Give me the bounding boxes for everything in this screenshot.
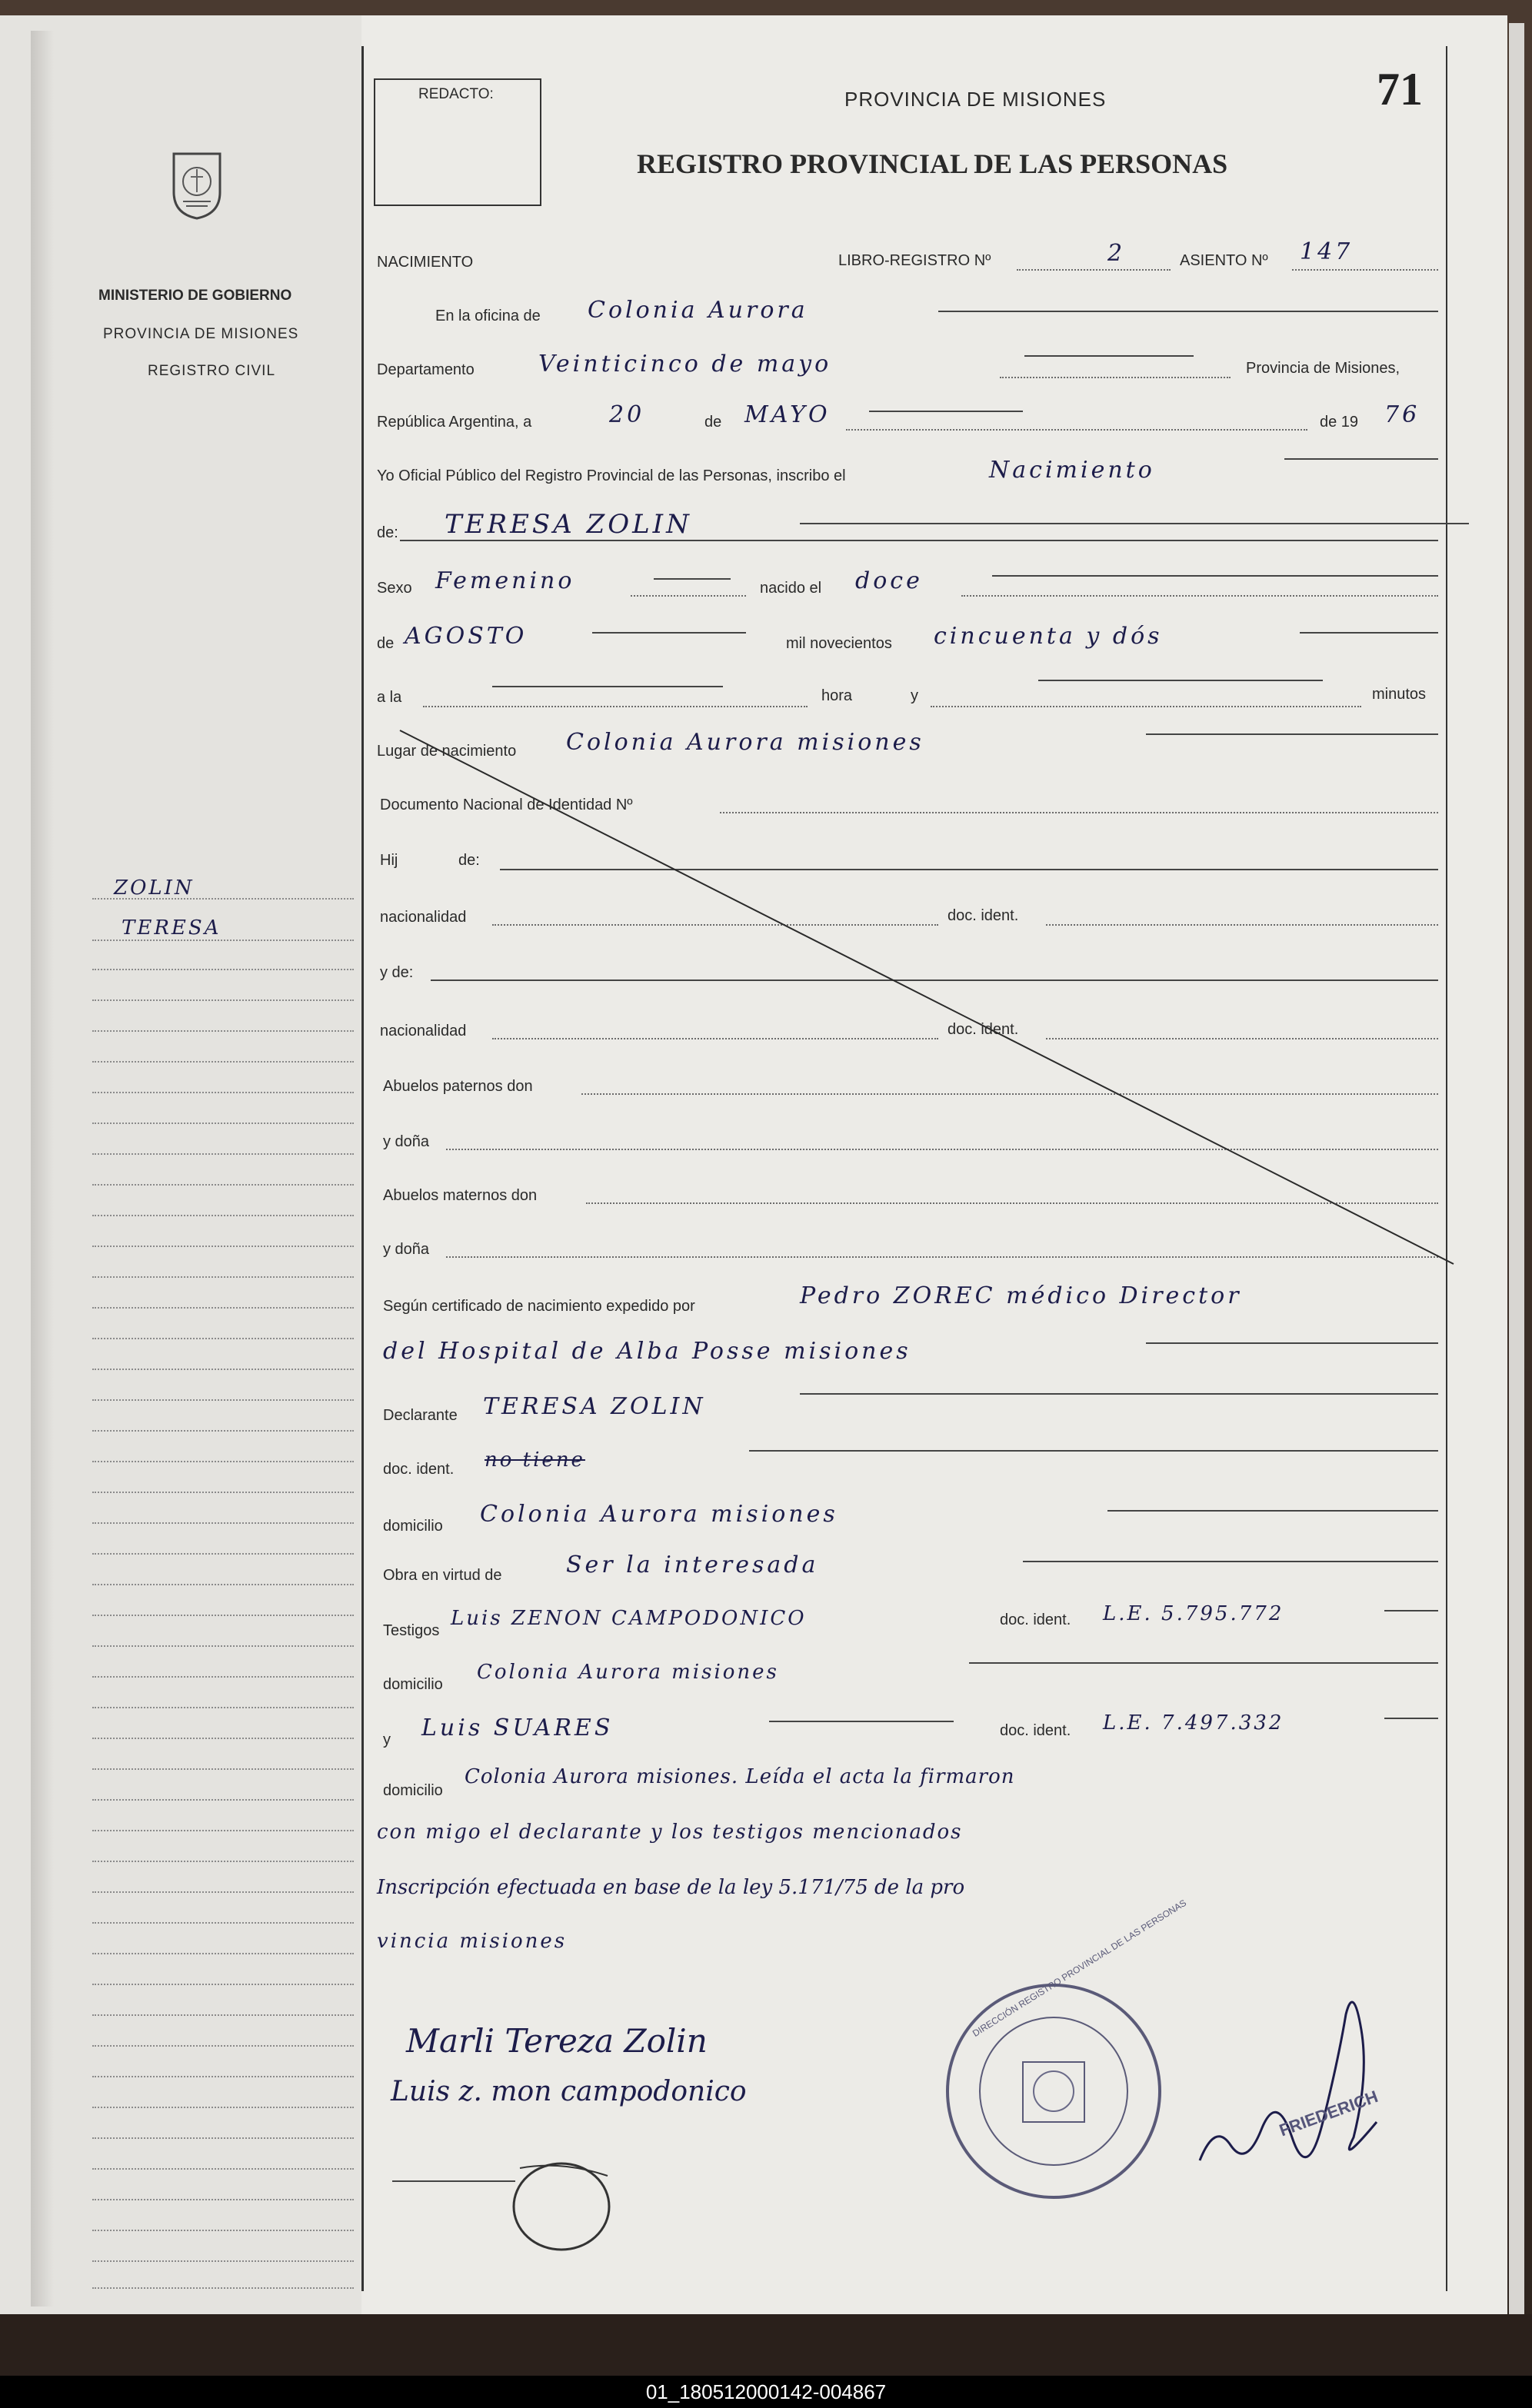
notes-line-3: Inscripción efectuada en base de la ley 5.171/75 de la pro <box>377 1876 965 1899</box>
testigo1-doc-label: doc. ident. <box>1000 1611 1071 1628</box>
mil-label: mil novecientos <box>786 635 892 652</box>
notes-line-2: con migo el declarante y los testigos mencionados <box>377 1821 963 1844</box>
page-edge <box>1509 23 1524 2314</box>
declarante-label: Declarante <box>383 1407 458 1424</box>
doc-declarante-label: doc. ident. <box>383 1461 455 1478</box>
testigo1-dom-value: Colonia Aurora misiones <box>477 1661 779 1684</box>
header-province: PROVINCIA DE MISIONES <box>844 88 1107 111</box>
record-type-label: NACIMIENTO <box>377 254 474 271</box>
de-mes-label: de <box>377 635 395 652</box>
left-province-label: PROVINCIA DE MISIONES <box>103 326 299 342</box>
nacido-value: doce <box>855 567 923 594</box>
nacionalidad-label-2: nacionalidad <box>380 1023 467 1039</box>
y2-label: y <box>383 1731 391 1748</box>
lugar-label: Lugar de nacimiento <box>377 743 517 760</box>
declarant-signature: Marli Tereza Zolin <box>406 2022 708 2060</box>
minutos-label: minutos <box>1372 686 1427 703</box>
dni-label: Documento Nacional de Identidad Nº <box>380 797 633 813</box>
official-signature-scribble <box>1184 1968 1415 2199</box>
departamento-label: Departamento <box>377 361 475 378</box>
a-la-label: a la <box>377 689 402 706</box>
de-label: de <box>704 414 722 431</box>
sexo-value: Femenino <box>435 567 575 594</box>
image-caption: 01_180512000142-004867 <box>0 2376 1532 2408</box>
year-value: 76 <box>1384 401 1420 428</box>
nacido-label: nacido el <box>760 580 822 597</box>
provincial-seal-icon <box>168 146 226 220</box>
official-stamp-icon <box>938 1976 1169 2207</box>
oficial-text: Yo Oficial Público del Registro Provincial de las Personas, inscribo el <box>377 467 846 484</box>
scan-bottom-strip <box>0 2314 1532 2376</box>
mes-nac-value: AGOSTO <box>405 623 528 650</box>
testigo2-dom-label: domicilio <box>383 1782 443 1799</box>
left-page <box>0 15 361 2314</box>
year-prefix: de 19 <box>1320 414 1359 431</box>
notes-line-1: Colonia Aurora misiones. Leída el acta la firmaron <box>465 1765 1015 1788</box>
libro-label: LIBRO-REGISTRO Nº <box>838 252 991 269</box>
domicilio-value: Colonia Aurora misiones <box>480 1501 838 1528</box>
margin-given-name: TERESA <box>122 916 221 940</box>
hora-label: hora <box>821 687 853 704</box>
certificado-value-2: del Hospital de Alba Posse misiones <box>383 1338 911 1365</box>
testigo1-doc-value: L.E. 5.795.772 <box>1103 1602 1284 1625</box>
domicilio-label: domicilio <box>383 1518 443 1535</box>
witness-signature: Luis z. mon campodonico <box>391 2076 747 2107</box>
nombre-value: TERESA ZOLIN <box>445 509 692 540</box>
obra-label: Obra en virtud de <box>383 1567 502 1584</box>
official-stamp-text: DIRECCIÓN REGISTRO PROVINCIAL DE LAS PERSONAS <box>971 1897 1189 2039</box>
dia-value: 20 <box>609 401 645 428</box>
certificado-label: Según certificado de nacimiento expedido por <box>383 1298 695 1315</box>
testigos-label: Testigos <box>383 1622 440 1639</box>
obra-value: Ser la interesada <box>566 1552 819 1578</box>
oficina-label: En la oficina de <box>435 308 541 324</box>
document-title: REGISTRO PROVINCIAL DE LAS PERSONAS <box>637 148 1228 179</box>
mes-value: MAYO <box>744 401 831 428</box>
provincia-suffix: Provincia de Misiones, <box>1246 360 1400 377</box>
ministry-label: MINISTERIO DE GOBIERNO <box>98 288 292 304</box>
y-dona-label-2: y doña <box>383 1241 430 1258</box>
registry-label: REGISTRO CIVIL <box>148 363 276 379</box>
doc-declarante-value: no tiene <box>485 1448 585 1472</box>
de-nombre-label: de: <box>377 524 398 541</box>
declarante-value: TERESA ZOLIN <box>483 1393 706 1420</box>
republica-label: República Argentina, a <box>377 414 532 431</box>
doc-ident-label-2: doc. ident. <box>948 1021 1019 1038</box>
testigo1-dom-label: domicilio <box>383 1676 443 1693</box>
abuelos-paternos-label: Abuelos paternos don <box>383 1078 533 1095</box>
hij-label: Hij <box>380 852 398 869</box>
notes-line-4: vincia misiones <box>377 1930 568 1953</box>
testigo2-doc-label: doc. ident. <box>1000 1722 1071 1739</box>
book-spine <box>31 31 54 2307</box>
doc-ident-label: doc. ident. <box>948 907 1019 924</box>
oficina-value: Colonia Aurora <box>588 297 808 324</box>
asiento-label: ASIENTO Nº <box>1180 252 1268 269</box>
abuelos-maternos-label: Abuelos maternos don <box>383 1187 538 1204</box>
sexo-label: Sexo <box>377 580 412 597</box>
testigo2-doc-value: L.E. 7.497.332 <box>1103 1711 1284 1734</box>
departamento-value: Veinticinco de mayo <box>538 351 832 377</box>
redacto-label: REDACTO: <box>418 86 494 102</box>
nacionalidad-label: nacionalidad <box>380 909 467 926</box>
y-de-label: y de: <box>380 964 414 981</box>
asiento-value: 147 <box>1300 238 1354 265</box>
page-number: 71 <box>1377 64 1423 115</box>
margin-surname: ZOLIN <box>114 876 195 900</box>
inscribo-value: Nacimiento <box>989 457 1155 484</box>
lugar-value: Colonia Aurora misiones <box>566 729 924 756</box>
official-name-stamp: FRIEDERICH <box>1277 2087 1380 2140</box>
y-label: y <box>911 687 918 704</box>
testigo2-value: Luis SUARES <box>421 1715 614 1741</box>
cancellation-diagonal-line <box>361 692 1461 1276</box>
testigo1-value: Luis ZENON CAMPODONICO <box>451 1607 807 1630</box>
anio-nac-value: cincuenta y dós <box>934 623 1163 650</box>
fingerprint-circle-mark <box>492 2145 631 2260</box>
hij-de-label: de: <box>458 852 480 869</box>
libro-value: 2 <box>1107 240 1126 267</box>
certificado-value-1: Pedro ZOREC médico Director <box>800 1282 1242 1309</box>
redacto-box <box>374 78 541 206</box>
y-dona-label-1: y doña <box>383 1133 430 1150</box>
